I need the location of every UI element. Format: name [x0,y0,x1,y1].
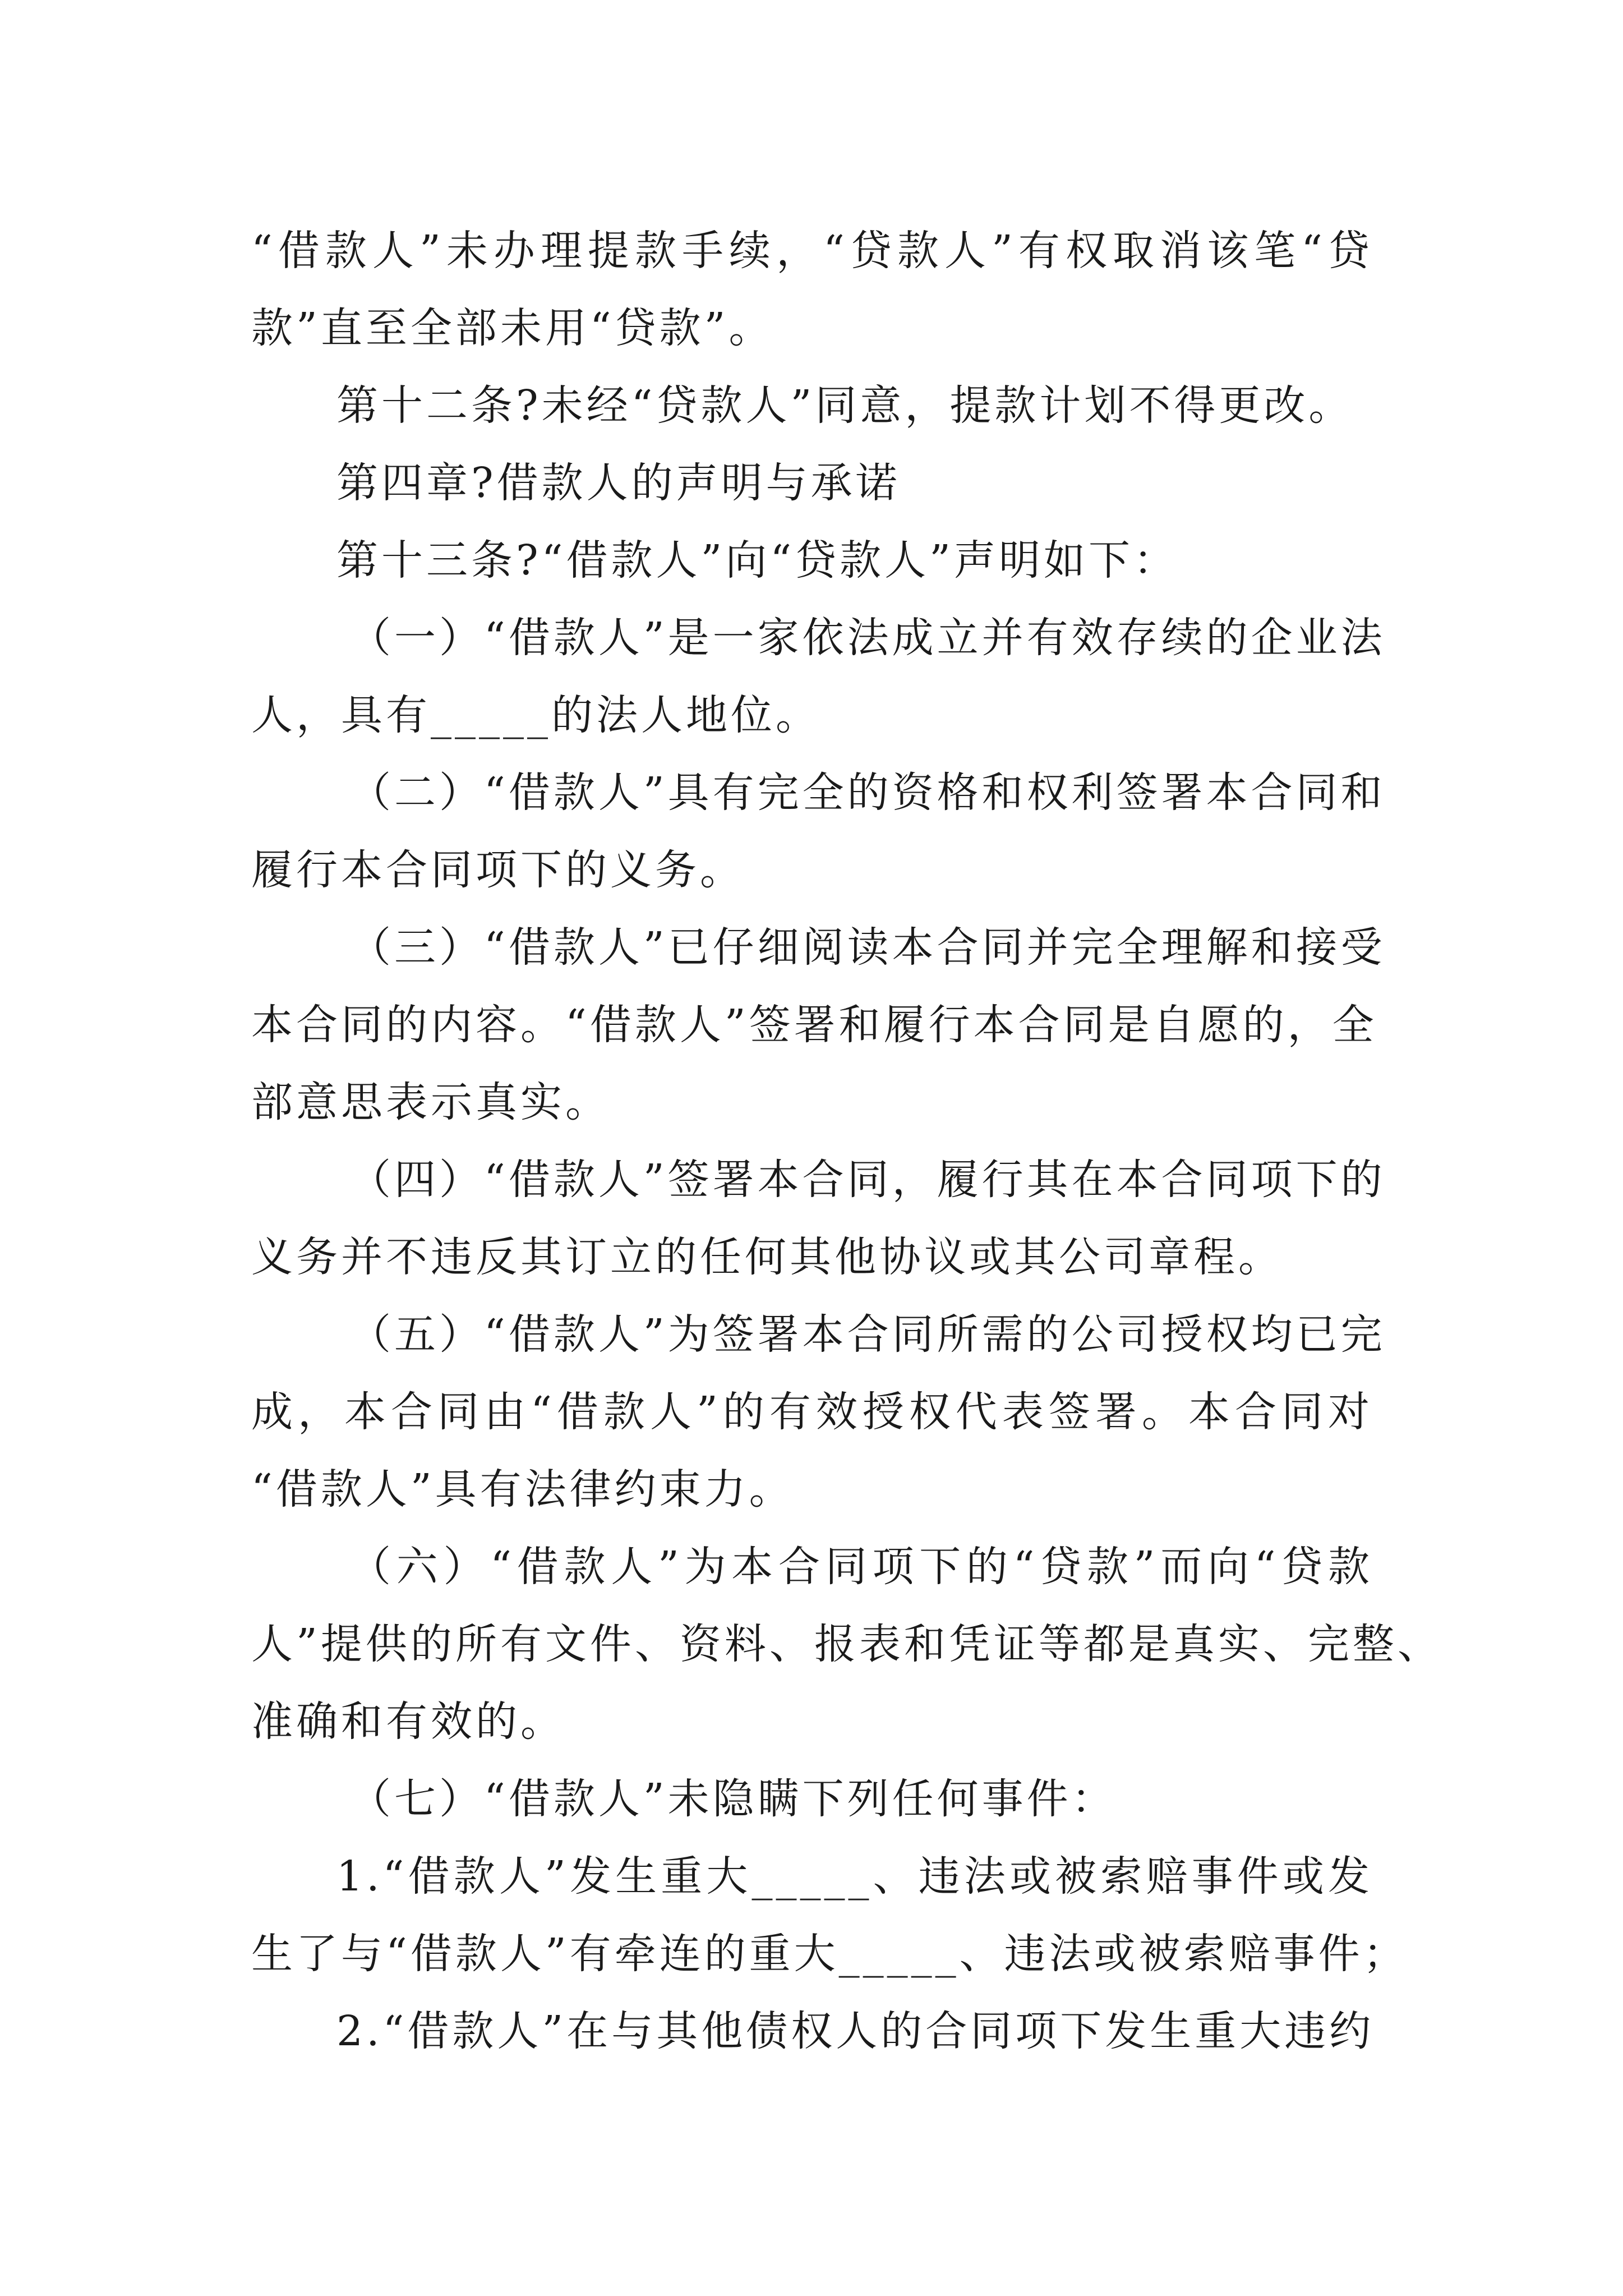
document-page [251,212,1442,2070]
text-line: “借款人”具有法律约束力。 [251,1465,794,1513]
text-line: 人”提供的所有文件、资料、报表和凭证等都是真实、完整、 [251,1620,1442,1668]
clause-7-line: （七）“借款人”未隐瞒下列任何事件： [349,1775,1117,1823]
chapter-4-heading: 第四章?借款人的声明与承诺 [336,459,901,507]
item-1-line: 1.“借款人”发生重大_____、违法或被索赔事件或发 [336,1852,1373,1901]
text-line: 部意思表示真实。 [251,1078,610,1126]
clause-3-line: （三）“借款人”已仔细阅读本合同并完全理解和接受 [349,923,1386,972]
text-line: 义务并不违反其订立的任何其他协议或其公司章程。 [251,1233,1283,1281]
text-line: 人，具有_____的法人地位。 [251,691,820,739]
text-line: 本合同的内容。“借款人”签署和履行本合同是自愿的，全 [251,1001,1377,1049]
clause-1-line: （一）“借款人”是一家依法成立并有效存续的企业法 [349,614,1386,662]
text-line: 成，本合同由“借款人”的有效授权代表签署。本合同对 [251,1388,1373,1436]
text-line: 款”直至全部未用“贷款”。 [251,304,774,352]
item-2-line: 2.“借款人”在与其他债权人的合同项下发生重大违约 [336,2007,1375,2055]
text-line: 准确和有效的。 [251,1697,565,1746]
article-12-line: 第十二条?未经“贷款人”同意，提款计划不得更改。 [336,381,1354,430]
text-line: 履行本合同项下的义务。 [251,846,745,894]
clause-4-line: （四）“借款人”签署本合同，履行其在本合同项下的 [349,1156,1386,1204]
text-line: 生了与“借款人”有牵连的重大_____、违法或被索赔事件； [251,1930,1408,1978]
clause-5-line: （五）“借款人”为签署本合同所需的公司授权均已完 [349,1310,1386,1359]
clause-2-line: （二）“借款人”具有完全的资格和权利签署本合同和 [349,769,1386,817]
article-13-line: 第十三条?“借款人”向“贷款人”声明如下： [336,536,1178,585]
text-line: “借款人”未办理提款手续，“贷款人”有权取消该笔“贷 [251,227,1373,275]
clause-6-line: （六）“借款人”为本合同项下的“贷款”而向“贷款 [349,1543,1373,1591]
